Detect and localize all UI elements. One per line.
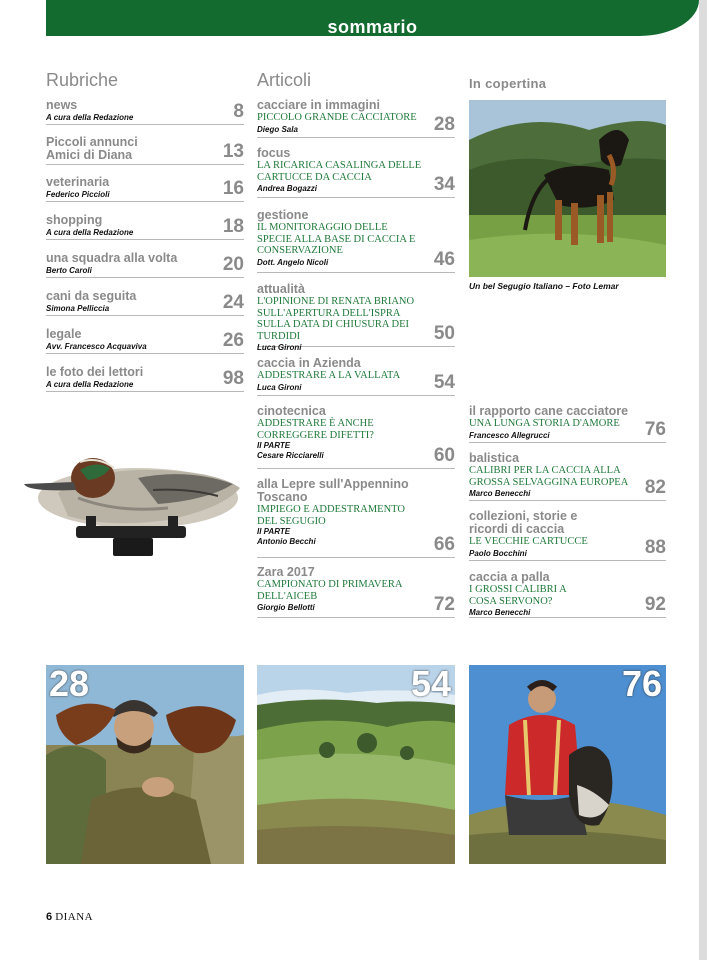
entry-author: Luca Gironi	[257, 382, 302, 392]
toc-entry-gestione[interactable]	[257, 209, 455, 273]
entry-page-number: 76	[644, 419, 666, 440]
column-heading-rubriche: Rubriche	[46, 70, 119, 90]
entry-author: Paolo Bocchini	[469, 548, 527, 558]
entry-page-number: 8	[233, 101, 244, 122]
footer-magazine-name: DIANA	[55, 911, 94, 923]
entry-author: Avv. Francesco Acquaviva	[46, 342, 147, 351]
entry-page-number: 20	[222, 254, 244, 275]
duck-decoy-image	[18, 438, 248, 563]
photo-article-76[interactable]	[469, 665, 666, 864]
photo-page-number: 28	[49, 665, 90, 704]
entry-author: Andrea Bogazzi	[257, 184, 318, 193]
entry-author: Antonio Becchi	[257, 537, 316, 546]
entry-category: legale	[46, 327, 82, 341]
entry-page-number: 72	[433, 594, 455, 615]
entry-title: ADDESTRARE A LA VALLATA	[257, 370, 401, 381]
entry-category: le foto dei lettori	[46, 365, 144, 379]
page-footer	[46, 911, 93, 923]
entry-title: CALIBRI PER LA CACCIA ALLA GROSSA SELVAGGINA EUROPEA	[469, 465, 629, 488]
entry-title: CAMPIONATO DI PRIMAVERA DELL'AICEB	[257, 579, 402, 602]
column-heading-copertina: In copertina	[469, 76, 547, 91]
toc-entry-palla[interactable]	[469, 571, 666, 618]
entry-author: Marco Benecchi	[469, 608, 531, 617]
entry-author: Simona Pelliccia	[46, 304, 110, 313]
toc-entry-legale[interactable]	[46, 328, 244, 354]
entry-page-number: 28	[433, 114, 455, 135]
footer-page-number: 6	[46, 911, 53, 923]
entry-page-number: 34	[433, 174, 455, 195]
entry-author: A cura della Redazione	[46, 113, 134, 122]
entry-title: I GROSSI CALIBRI A COSA SERVONO?	[469, 584, 567, 607]
toc-entry-lepre[interactable]	[257, 478, 455, 558]
entry-page-number: 46	[433, 249, 455, 270]
entry-category: Zara 2017	[257, 565, 315, 579]
page-edge	[699, 0, 707, 960]
photo-article-28[interactable]	[46, 665, 244, 864]
photo-page-number: 76	[621, 665, 662, 704]
toc-entry-squadra[interactable]	[46, 252, 244, 278]
toc-entry-cinotecnica[interactable]	[257, 405, 455, 469]
entry-author: Cesare Ricciarelli	[257, 451, 324, 460]
toc-entry-rapporto[interactable]	[469, 405, 666, 443]
entry-page-number: 98	[222, 368, 244, 389]
entry-title: UNA LUNGA STORIA D'AMORE	[469, 418, 620, 429]
entry-category: caccia a palla	[469, 570, 550, 584]
entry-category: veterinaria	[46, 175, 110, 189]
entry-category: il rapporto cane cacciatore	[469, 404, 629, 418]
cover-photo[interactable]	[469, 100, 666, 277]
entry-category: collezioni, storie e ricordi di caccia	[469, 509, 578, 536]
toc-entry-foto-lettori[interactable]	[46, 366, 244, 392]
entry-author: A cura della Redazione	[46, 228, 134, 237]
entry-category: alla Lepre sull'Appennino Toscano	[257, 477, 409, 504]
entry-author: Francesco Allegrucci	[469, 430, 550, 440]
entry-author: Giorgio Bellotti	[257, 603, 315, 612]
entry-page-number: 13	[222, 141, 244, 162]
toc-entry-veterinaria[interactable]	[46, 176, 244, 202]
entry-author: Federico Piccioli	[46, 190, 110, 199]
entry-page-number: 60	[433, 445, 455, 466]
entry-category: news	[46, 98, 78, 112]
entry-page-number: 26	[222, 330, 244, 351]
entry-page-number: 16	[222, 178, 244, 199]
entry-title: PICCOLO GRANDE CACCIATORE	[257, 112, 417, 123]
entry-author: Luca Gironi	[257, 343, 302, 352]
photo-article-54[interactable]	[257, 665, 455, 864]
toc-entry-azienda[interactable]	[257, 357, 455, 396]
cover-caption: Un bel Segugio Italiano – Foto Lemar	[469, 281, 619, 291]
entry-category: Piccoli annunci Amici di Diana	[46, 135, 138, 162]
entry-author: A cura della Redazione	[46, 380, 134, 389]
entry-page-number: 66	[433, 534, 455, 555]
entry-title: ADDESTRARE È ANCHE CORREGGERE DIFETTI?	[257, 418, 374, 441]
entry-category: cani da seguita	[46, 289, 137, 303]
photo-page-number: 54	[410, 665, 451, 704]
toc-entry-immagini[interactable]	[257, 99, 455, 138]
toc-entry-focus[interactable]	[257, 147, 455, 198]
toc-entry-annunci[interactable]	[46, 136, 244, 165]
entry-page-number: 24	[222, 292, 244, 313]
entry-category: attualità	[257, 282, 305, 296]
entry-category: una squadra alla volta	[46, 251, 178, 265]
column-heading-articoli: Articoli	[257, 70, 312, 90]
entry-page-number: 82	[644, 477, 666, 498]
toc-entry-seguita[interactable]	[46, 290, 244, 316]
entry-category: gestione	[257, 208, 309, 222]
entry-page-number: 92	[644, 594, 666, 615]
entry-category: focus	[257, 146, 291, 160]
toc-entry-news[interactable]	[46, 99, 244, 125]
entry-title: L'OPINIONE DI RENATA BRIANO SULL'APERTURA DELL'ISPRA SULLA DATA DI CHIUSURA DEI TURDIDI	[257, 296, 415, 342]
toc-entry-attualita[interactable]	[257, 282, 455, 352]
toc-entry-zara[interactable]	[257, 566, 455, 618]
entry-page-number: 50	[433, 323, 455, 344]
entry-title: IL MONITORAGGIO DELLE SPECIE ALLA BASE DI CACCIA E CONSERVAZIONE	[257, 222, 416, 256]
entry-category: cacciare in immagini	[257, 98, 380, 112]
entry-category: shopping	[46, 213, 103, 227]
entry-part: II PARTE	[257, 527, 291, 536]
entry-author: Dott. Angelo Nicoli	[257, 257, 329, 267]
page-title: sommario	[327, 17, 418, 37]
entry-category: caccia in Azienda	[257, 356, 361, 370]
entry-page-number: 88	[644, 537, 666, 558]
entry-title: LE VECCHIE CARTUCCE	[469, 536, 588, 547]
toc-entry-shopping[interactable]	[46, 214, 244, 240]
entry-part: II PARTE	[257, 441, 291, 450]
entry-author: Marco Benecchi	[469, 489, 531, 498]
toc-entry-collezioni[interactable]	[469, 510, 666, 561]
entry-category: cinotecnica	[257, 404, 326, 418]
toc-entry-balistica[interactable]	[469, 452, 666, 501]
entry-author: Diego Sala	[257, 124, 298, 134]
header-banner	[46, 0, 699, 36]
entry-title: LA RICARICA CASALINGA DELLE CARTUCCE DA CACCIA	[257, 160, 422, 183]
entry-category: balistica	[469, 451, 520, 465]
entry-title: IMPIEGO E ADDESTRAMENTO DEL SEGUGIO	[257, 504, 405, 527]
entry-page-number: 18	[222, 216, 244, 237]
entry-page-number: 54	[433, 372, 455, 393]
entry-author: Berto Caroli	[46, 266, 92, 275]
